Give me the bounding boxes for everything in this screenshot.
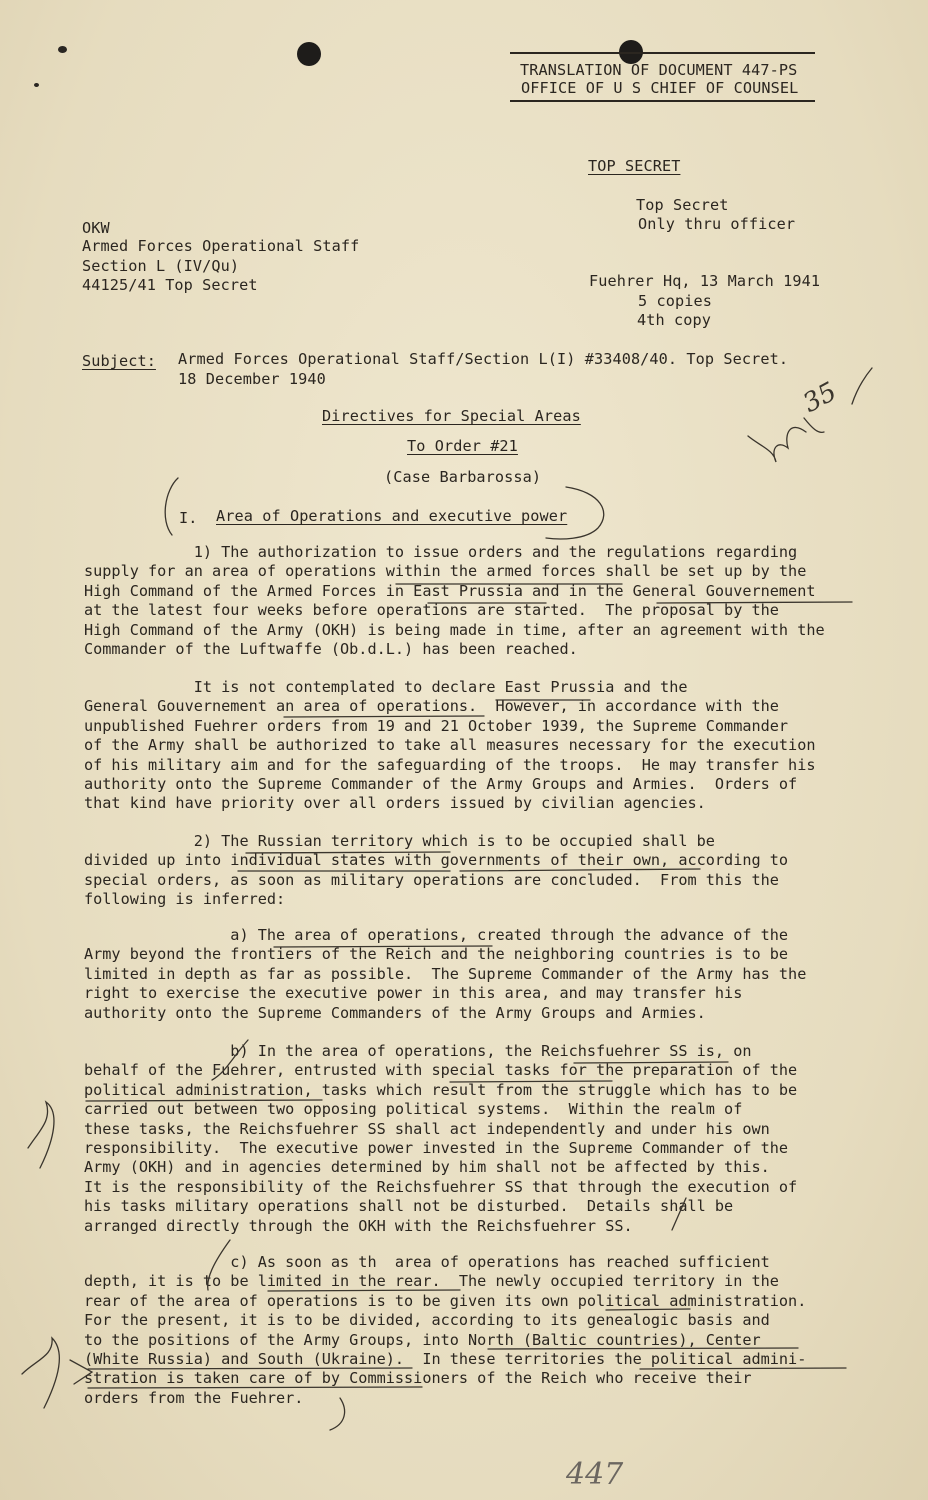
paragraph-3-line: divided up into individual states with governments of their own, according to xyxy=(84,851,789,870)
paragraph-6-line: For the present, it is to be divided, according to its genealogic basis and xyxy=(84,1311,770,1330)
paragraph-6-line: (White Russia) and South (Ukraine). In these territories the political admini- xyxy=(84,1350,807,1369)
title-case: (Case Barbarossa) xyxy=(384,468,542,486)
paragraph-5-line: these tasks, the Reichsfuehrer SS shall act independently and under his own xyxy=(84,1119,770,1138)
paragraph-2-line: authority onto the Supreme Commander of the Army Groups and Armies. Orders of xyxy=(84,775,798,794)
only-thru-officer: Only thru officer xyxy=(638,215,796,233)
dateline-copies: 5 copies xyxy=(638,292,712,310)
paragraph-5-line: political administration, tasks which result from the struggle which has to be xyxy=(84,1080,798,1099)
paragraph-3-line: following is inferred: xyxy=(84,890,286,909)
paragraph-1-line: High Command of the Army (OKH) is being made in time, after an agreement with the xyxy=(84,620,825,639)
paragraph-3-line: 2) The Russian territory which is to be occupied shall be xyxy=(84,832,715,850)
paragraph-1-line: High Command of the Armed Forces in East Prussia and in the General Gouvernement xyxy=(84,581,816,600)
paragraph-6-line: c) As soon as th area of operations has reached sufficient xyxy=(84,1253,770,1271)
sender-section: Section L (IV/Qu) xyxy=(82,257,240,275)
section-number: I. xyxy=(179,509,198,527)
paragraph-5-line: arranged directly through the OKH with the Reichsfuehrer SS. xyxy=(84,1216,633,1235)
paragraph-4-line: right to exercise the executive power in this area, and may transfer his xyxy=(84,984,743,1003)
paragraph-5-line: behalf of the Fuehrer, entrusted with special tasks for the preparation of the xyxy=(84,1061,798,1080)
paragraph-5-line: It is the responsibility of the Reichsfuehrer SS that through the execution of xyxy=(84,1177,798,1196)
paragraph-6-line: depth, it is to be limited in the rear. The newly occupied territory in the xyxy=(84,1272,779,1291)
paragraph-2-line: General Gouvernement an area of operations. However, in accordance with the xyxy=(84,697,779,716)
header-office-line: OFFICE OF U S CHIEF OF COUNSEL xyxy=(521,79,799,97)
subject-line-2: 18 December 1940 xyxy=(178,370,326,388)
sender-reference: 44125/41 Top Secret xyxy=(82,276,258,294)
paragraph-2-line: that kind have priority over all orders issued by civilian agencies. xyxy=(84,794,706,813)
subject-label: Subject: xyxy=(82,352,156,370)
dateline-place-date: Fuehrer Hq, 13 March 1941 xyxy=(589,272,821,290)
top-secret-heading: TOP SECRET xyxy=(588,157,681,175)
paragraph-5-line: b) In the area of operations, the Reichsfuehrer SS is, on xyxy=(84,1042,752,1060)
handwritten-page-number: 447 xyxy=(566,1457,624,1492)
title-order: To Order #21 xyxy=(407,437,518,455)
paragraph-6-line: orders from the Fuehrer. xyxy=(84,1388,304,1407)
paragraph-1-line: at the latest four weeks before operations are started. The proposal by the xyxy=(84,601,779,620)
paragraph-2-line: unpublished Fuehrer orders from 19 and 21 October 1939, the Supreme Commander xyxy=(84,716,789,735)
top-secret-line: Top Secret xyxy=(636,196,729,214)
paragraph-5-line: Army (OKH) and in agencies determined by him shall not be affected by this. xyxy=(84,1158,770,1177)
paragraph-4-line: a) The area of operations, created through the advance of the xyxy=(84,926,789,944)
paragraph-5-line: responsibility. The executive power invested in the Supreme Commander of the xyxy=(84,1139,789,1158)
section-heading-text: Area of Operations and executive power xyxy=(216,507,568,525)
paragraph-4-line: authority onto the Supreme Commanders of the Army Groups and Armies. xyxy=(84,1003,706,1022)
sender-staff: Armed Forces Operational Staff xyxy=(82,237,360,255)
paragraph-6-line: rear of the area of operations is to be given its own political administration. xyxy=(84,1291,807,1310)
paragraph-1-line: 1) The authorization to issue orders and the regulations regarding xyxy=(84,543,798,561)
paragraph-2-line: of the Army shall be authorized to take all measures necessary for the execution xyxy=(84,736,816,755)
paragraph-3-line: special orders, as soon as military operations are concluded. From this the xyxy=(84,870,779,889)
paragraph-2-line: of his military aim and for the safeguarding of the troops. He may transfer his xyxy=(84,755,816,774)
margin-number-35: 35 xyxy=(798,376,842,419)
dateline-copy-number: 4th copy xyxy=(637,311,711,329)
subject-line-1: Armed Forces Operational Staff/Section L(I) #33408/40. Top Secret. xyxy=(178,350,789,368)
paragraph-2-line: It is not contemplated to declare East Prussia and the xyxy=(84,678,688,696)
paragraph-4-line: limited in depth as far as possible. The Supreme Commander of the Army has the xyxy=(84,964,807,983)
paragraph-1-line: Commander of the Luftwaffe (Ob.d.L.) has been reached. xyxy=(84,640,578,659)
title-directives: Directives for Special Areas xyxy=(322,407,581,425)
paragraph-4-line: Army beyond the frontiers of the Reich and the neighboring countries is to be xyxy=(84,945,789,964)
paragraph-6-line: stration is taken care of by Commissioners of the Reich who receive their xyxy=(84,1369,752,1388)
paragraph-1-line: supply for an area of operations within the armed forces shall be set up by the xyxy=(84,562,807,581)
sender-okw: OKW xyxy=(82,219,110,237)
header-translation-line: TRANSLATION OF DOCUMENT 447-PS xyxy=(520,61,798,79)
paragraph-5-line: his tasks military operations shall not be disturbed. Details shall be xyxy=(84,1197,734,1216)
paragraph-6-line: to the positions of the Army Groups, into North (Baltic countries), Center xyxy=(84,1330,761,1349)
paragraph-5-line: carried out between two opposing political systems. Within the realm of xyxy=(84,1100,743,1119)
